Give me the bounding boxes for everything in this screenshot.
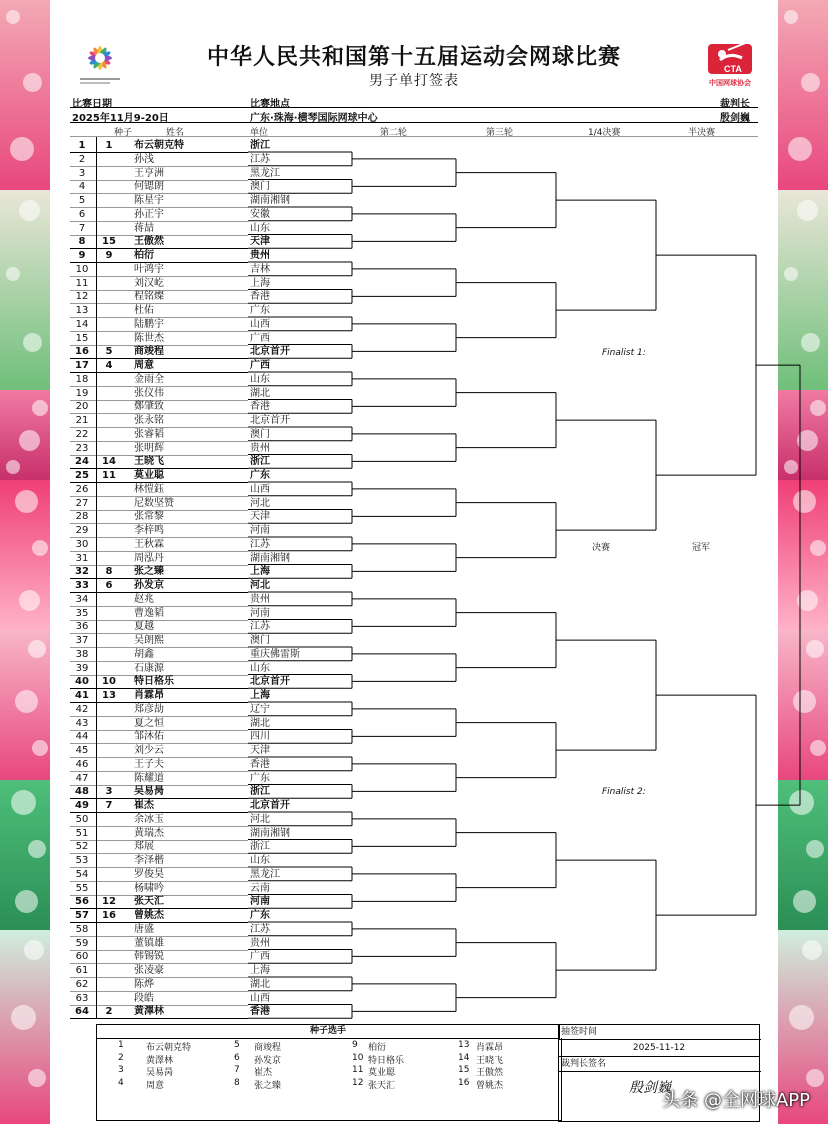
seed-rank: 7 [234, 1065, 240, 1075]
player-unit: 天津 [250, 745, 270, 756]
player-unit: 河北 [250, 497, 270, 509]
player-name: 王晓飞 [134, 456, 164, 468]
seed-number: 11 [102, 470, 116, 481]
seed-rank: 1 [118, 1040, 124, 1050]
player-unit: 上海 [250, 690, 270, 701]
draw-number: 36 [75, 621, 89, 633]
player-unit: 山东 [250, 855, 270, 866]
player-name: 张凌豪 [134, 965, 164, 976]
draw-number: 17 [75, 360, 89, 371]
date-label: 比赛日期 [72, 99, 112, 110]
player-name: 陆鹏宇 [134, 318, 164, 330]
draw-number: 6 [78, 208, 86, 220]
draw-number: 14 [75, 318, 89, 330]
player-unit: 上海 [250, 965, 270, 976]
player-name: 崔杰 [134, 800, 154, 811]
draw-number: 32 [75, 566, 89, 578]
player-name: 郑展 [134, 841, 154, 853]
seed-player-name: 肖霖昂 [476, 1043, 504, 1053]
player-name: 刘少云 [134, 745, 164, 756]
player-unit: 北京首开 [250, 800, 290, 811]
seed-player-name: 王傲然 [476, 1068, 504, 1078]
draw-number: 7 [78, 222, 86, 234]
draw-number: 55 [75, 882, 89, 894]
player-unit: 贵州 [250, 250, 270, 261]
champion-label: 冠军 [692, 543, 711, 553]
draw-number: 56 [75, 896, 89, 908]
player-unit: 广东 [250, 772, 270, 784]
player-unit: 河北 [250, 580, 270, 591]
seed-number: 15 [102, 236, 116, 248]
player-unit: 四川 [250, 731, 270, 743]
seed-player-name: 黄澤林 [146, 1055, 174, 1066]
player-unit: 江苏 [250, 538, 270, 550]
draw-number: 49 [75, 800, 89, 811]
draw-number: 40 [75, 676, 89, 688]
player-unit: 浙江 [250, 841, 270, 853]
draw-number: 5 [78, 195, 86, 206]
player-name: 王秋霖 [134, 538, 164, 550]
seed-rank: 6 [234, 1052, 240, 1063]
player-name: 刘汉屹 [134, 277, 164, 289]
player-unit: 吉林 [250, 263, 270, 275]
player-unit: 澳门 [250, 181, 270, 193]
draw-number: 43 [75, 717, 89, 729]
draw-number: 62 [75, 978, 89, 990]
draw-number: 58 [75, 923, 89, 935]
player-name: 金雨全 [134, 373, 164, 385]
seed-number: 10 [102, 676, 116, 688]
seed-number: 7 [105, 800, 113, 811]
player-name: 柏衍 [134, 250, 154, 261]
player-name: 孙浅 [134, 153, 154, 165]
player-unit: 香港 [250, 758, 270, 770]
seed-number: 16 [102, 910, 116, 921]
player-name: 唐盛 [134, 923, 154, 935]
player-name: 周泓丹 [134, 552, 164, 564]
player-name: 布云朝克特 [134, 140, 184, 151]
player-unit: 贵州 [250, 937, 270, 949]
signature-value: 殷剑巍 [629, 1080, 671, 1096]
seed-player-name: 崔杰 [254, 1068, 273, 1078]
player-unit: 澳门 [250, 635, 270, 646]
player-name: 夏之恒 [134, 717, 164, 729]
draw-number: 57 [75, 910, 89, 921]
player-name: 尼数坚赞 [134, 497, 174, 509]
seed-number: 8 [105, 566, 113, 578]
draw-number: 20 [75, 401, 89, 413]
watermark: 头条 @全网球APP [662, 1090, 810, 1111]
player-unit: 天津 [250, 511, 270, 523]
player-unit: 安徽 [250, 208, 270, 220]
player-name: 段皓 [134, 992, 154, 1004]
player-unit: 浙江 [250, 140, 270, 151]
draw-number: 26 [75, 483, 89, 495]
player-unit: 湖北 [250, 978, 270, 990]
player-name: 商竣程 [134, 346, 164, 358]
col-round2: 第二轮 [380, 128, 408, 138]
player-unit: 黑龙江 [250, 167, 280, 179]
date-value: 2025年11月9-20日 [72, 113, 169, 124]
player-unit: 贵州 [250, 442, 270, 454]
seed-number: 4 [105, 360, 113, 371]
seed-number: 3 [105, 786, 113, 798]
seed-player-name: 布云朝克特 [146, 1043, 192, 1053]
draw-number: 48 [75, 786, 89, 798]
player-name: 张仪伟 [134, 387, 164, 399]
player-name: 杜佑 [134, 305, 154, 316]
col-qf: 1/4决赛 [588, 128, 621, 138]
player-name: 张常黎 [134, 511, 164, 523]
seed-player-name: 张之臻 [254, 1080, 282, 1091]
player-name: 陈星宇 [134, 195, 164, 206]
draw-number: 51 [75, 827, 89, 839]
draw-number: 27 [75, 497, 89, 509]
draw-number: 15 [75, 332, 89, 344]
player-unit: 香港 [250, 401, 270, 413]
draw-number: 46 [75, 758, 89, 770]
player-name: 李梓鸣 [134, 525, 164, 536]
player-unit: 上海 [250, 277, 270, 289]
col-sf: 半决赛 [688, 128, 716, 138]
player-unit: 澳门 [250, 428, 270, 440]
seed-rank: 5 [234, 1040, 240, 1050]
player-unit: 广东 [250, 910, 270, 921]
player-unit: 河南 [250, 896, 270, 908]
draw-number: 44 [75, 731, 89, 743]
seed-player-name: 曾姚杰 [476, 1080, 504, 1091]
player-name: 王傲然 [134, 236, 164, 248]
seed-number: 1 [105, 140, 113, 151]
col-round3: 第三轮 [486, 128, 514, 138]
draw-number: 39 [75, 662, 89, 674]
seed-number: 5 [105, 346, 113, 358]
col-unit: 单位 [250, 128, 269, 138]
draw-number: 61 [75, 965, 89, 976]
draw-number: 30 [75, 538, 89, 550]
player-name: 孙发京 [134, 580, 164, 591]
player-name: 夏越 [134, 621, 154, 633]
seed-number: 14 [102, 456, 116, 468]
player-unit: 香港 [250, 291, 270, 303]
draw-number: 35 [75, 607, 89, 619]
player-unit: 河南 [250, 607, 270, 619]
player-unit: 河南 [250, 525, 270, 536]
player-name: 李泽楷 [134, 855, 164, 866]
seed-rank: 14 [458, 1052, 470, 1063]
venue-label: 比赛地点 [250, 99, 290, 110]
seed-rank: 12 [352, 1077, 364, 1088]
player-name: 张永铭 [134, 415, 164, 426]
player-name: 特日格乐 [134, 676, 174, 688]
player-unit: 北京首开 [250, 346, 290, 358]
player-name: 林愷鈺 [134, 483, 164, 495]
draw-number: 12 [75, 291, 89, 303]
seed-player-name: 周意 [146, 1080, 165, 1091]
seed-rank: 16 [458, 1077, 470, 1088]
player-name: 罗俊昊 [134, 868, 164, 880]
seed-player-name: 王晓飞 [476, 1055, 504, 1066]
seed-player-name: 吴易昺 [146, 1068, 174, 1078]
draw-number: 63 [75, 992, 89, 1004]
draw-number: 28 [75, 511, 89, 523]
draw-number: 10 [75, 263, 89, 275]
player-unit: 广西 [250, 360, 270, 371]
player-name: 叶鸿宇 [134, 263, 164, 275]
player-name: 张明辉 [134, 442, 164, 454]
seed-player-name: 商竣程 [254, 1043, 282, 1053]
player-unit: 贵州 [250, 593, 270, 605]
draw-number: 8 [78, 236, 86, 248]
player-unit: 山西 [250, 992, 270, 1004]
seed-player-name: 莫业聪 [368, 1068, 396, 1078]
player-name: 张睿韬 [134, 428, 164, 440]
player-unit: 山西 [250, 483, 270, 495]
finalist2-label: Finalist 2: [602, 787, 646, 797]
player-name: 曹逸韬 [134, 607, 164, 619]
draw-number: 4 [78, 181, 86, 193]
player-name: 何锶朗 [134, 181, 164, 193]
referee-value: 殷剑巍 [720, 113, 750, 124]
cta-org-text: 中国网球协会 [709, 79, 751, 87]
seed-rank: 15 [458, 1065, 470, 1075]
player-name: 石康源 [134, 662, 164, 674]
draw-time-label: 抽签时间 [559, 1025, 761, 1040]
player-name: 张天汇 [134, 896, 164, 908]
draw-number: 2 [78, 153, 86, 165]
col-name: 姓名 [166, 128, 185, 138]
seed-rank: 3 [118, 1065, 124, 1075]
player-name: 邹沐佑 [134, 731, 164, 743]
seed-number: 12 [102, 896, 116, 908]
seed-player-name: 孙发京 [254, 1055, 282, 1066]
seed-player-name: 柏衍 [368, 1043, 387, 1053]
draw-number: 3 [78, 167, 86, 179]
signature-label: 裁判长签名 [559, 1057, 761, 1072]
draw-number: 25 [75, 470, 89, 481]
seed-rank: 11 [352, 1065, 364, 1075]
player-name: 蒋喆 [134, 222, 154, 234]
col-seed: 种子 [114, 128, 133, 138]
player-unit: 浙江 [250, 456, 270, 468]
draw-number: 53 [75, 855, 89, 866]
player-unit: 江苏 [250, 153, 270, 165]
seed-rank: 2 [118, 1052, 124, 1063]
seed-number: 9 [105, 250, 113, 261]
player-name: 程铭燦 [134, 291, 164, 303]
player-name: 赵兆 [134, 593, 154, 605]
seed-player-name: 特日格乐 [368, 1055, 405, 1066]
draw-number: 11 [75, 277, 89, 289]
draw-number: 22 [75, 428, 89, 440]
cta-logo-text: CTA [724, 64, 742, 74]
player-unit: 广东 [250, 470, 270, 481]
player-name: 郑彦劼 [134, 703, 164, 715]
player-unit: 山东 [250, 222, 270, 234]
player-unit: 北京首开 [250, 676, 290, 688]
player-unit: 重庆佛雷斯 [250, 648, 300, 660]
seed-number: 6 [105, 580, 113, 591]
player-unit: 山西 [250, 318, 270, 330]
player-name: 陈世杰 [134, 332, 164, 344]
player-name: 董镇雄 [134, 937, 164, 949]
player-unit: 辽宁 [250, 703, 270, 715]
draw-number: 41 [75, 690, 89, 701]
player-name: 鄭肇致 [134, 401, 164, 413]
player-name: 王子夫 [134, 758, 164, 770]
draw-number: 33 [75, 580, 89, 591]
draw-number: 50 [75, 813, 89, 825]
draw-number: 38 [75, 648, 89, 660]
player-unit: 湖南湘钢 [250, 827, 290, 839]
draw-number: 59 [75, 937, 89, 949]
page-subtitle: 男子单打签表 [369, 73, 459, 89]
player-unit: 湖北 [250, 717, 270, 729]
draw-number: 45 [75, 745, 89, 756]
draw-number: 47 [75, 772, 89, 784]
seed-rank: 4 [118, 1077, 124, 1088]
player-name: 莫业聪 [134, 470, 164, 481]
seed-rank: 8 [234, 1077, 240, 1088]
seed-rank: 10 [352, 1052, 364, 1063]
player-unit: 湖北 [250, 387, 270, 399]
player-name: 余冰玉 [134, 813, 164, 825]
player-unit: 山东 [250, 373, 270, 385]
player-unit: 浙江 [250, 786, 270, 798]
player-unit: 天津 [250, 236, 270, 248]
player-name: 周意 [134, 360, 154, 371]
draw-number: 64 [75, 1006, 89, 1018]
draw-number: 52 [75, 841, 89, 853]
player-unit: 广西 [250, 951, 270, 963]
player-unit: 湖南湘钢 [250, 195, 290, 206]
player-unit: 北京首开 [250, 415, 290, 426]
player-name: 张之臻 [134, 566, 164, 578]
player-name: 黄澤林 [134, 1006, 164, 1018]
player-unit: 湖南湘钢 [250, 552, 290, 564]
draw-number: 54 [75, 868, 89, 880]
player-unit: 江苏 [250, 621, 270, 633]
page-title: 中华人民共和国第十五届运动会网球比赛 [206, 45, 621, 70]
venue-value: 广东·珠海·横琴国际网球中心 [250, 113, 378, 124]
player-name: 杨啸吟 [134, 882, 164, 894]
player-name: 胡鑫 [134, 648, 154, 660]
player-name: 王亨洲 [134, 167, 164, 179]
draw-number: 37 [75, 635, 89, 646]
draw-number: 23 [75, 442, 89, 454]
draw-number: 60 [75, 951, 89, 963]
player-name: 肖霖昂 [134, 690, 164, 701]
seed-number: 2 [105, 1006, 113, 1018]
draw-number: 19 [75, 387, 89, 399]
player-unit: 黑龙江 [250, 868, 280, 880]
player-unit: 江苏 [250, 923, 270, 935]
draw-time-value: 2025-11-12 [559, 1040, 759, 1057]
draw-number: 1 [78, 140, 86, 151]
seed-player-name: 张天汇 [368, 1080, 396, 1091]
draw-number: 13 [75, 305, 89, 316]
draw-number: 16 [75, 346, 89, 358]
player-name: 黄瑞杰 [134, 827, 164, 839]
player-name: 曾姚杰 [134, 910, 164, 921]
player-unit: 香港 [250, 1006, 270, 1018]
referee-label: 裁判长 [720, 99, 750, 110]
player-name: 陈烨 [134, 978, 154, 990]
player-name: 吴易昺 [134, 786, 164, 798]
player-unit: 广东 [250, 305, 270, 316]
seeds-title: 种子选手 [96, 1024, 560, 1039]
player-name: 陈耀道 [134, 772, 164, 784]
draw-number: 34 [75, 593, 89, 605]
finalist1-label: Finalist 1: [602, 348, 646, 358]
player-name: 孙正宇 [134, 208, 164, 220]
player-unit: 广西 [250, 332, 270, 344]
draw-number: 21 [75, 415, 89, 426]
draw-number: 9 [78, 250, 86, 261]
player-name: 吴朗熙 [134, 635, 164, 646]
draw-number: 29 [75, 525, 89, 536]
draw-number: 31 [75, 552, 89, 564]
draw-number: 18 [75, 373, 89, 385]
player-unit: 云南 [250, 882, 270, 894]
player-unit: 河北 [250, 813, 270, 825]
player-unit: 山东 [250, 662, 270, 674]
seed-number: 13 [102, 690, 116, 701]
player-unit: 上海 [250, 566, 270, 578]
final-label: 决赛 [592, 543, 611, 553]
draw-number: 42 [75, 703, 89, 715]
player-name: 韩锡锐 [134, 951, 164, 963]
seed-rank: 9 [352, 1040, 358, 1050]
draw-number: 24 [75, 456, 89, 468]
seed-rank: 13 [458, 1040, 470, 1050]
